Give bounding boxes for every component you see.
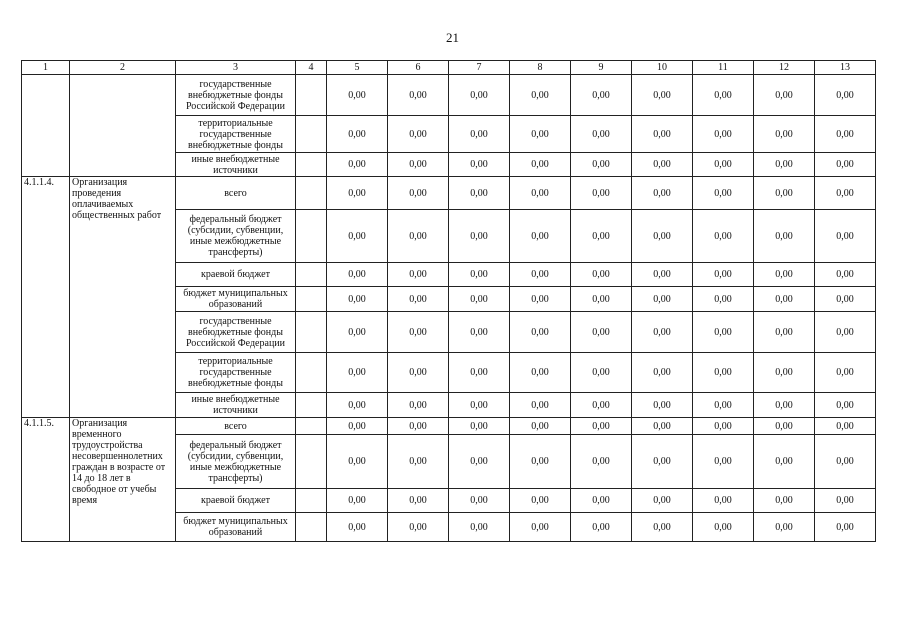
value-cell: 0,00 <box>693 489 754 513</box>
value-cell: 0,00 <box>327 263 388 287</box>
funding-source: иные внебюджетные источники <box>176 393 296 418</box>
value-cell: 0,00 <box>510 116 571 153</box>
activity-code: 4.1.1.4. <box>22 177 70 418</box>
value-cell: 0,00 <box>754 312 815 353</box>
value-cell: 0,00 <box>571 263 632 287</box>
value-cell: 0,00 <box>571 210 632 263</box>
value-cell: 0,00 <box>632 287 693 312</box>
column-header-10: 10 <box>632 61 693 75</box>
column-4-cell <box>296 116 327 153</box>
funding-source: федеральный бюджет (субсидии, субвенции, иные межбюджетные трансферты) <box>176 435 296 489</box>
column-4-cell <box>296 153 327 177</box>
value-cell: 0,00 <box>693 393 754 418</box>
funding-source: территориальные государственные внебюджетные фонды <box>176 353 296 393</box>
value-cell: 0,00 <box>632 312 693 353</box>
value-cell: 0,00 <box>815 177 876 210</box>
column-4-cell <box>296 263 327 287</box>
value-cell: 0,00 <box>327 116 388 153</box>
value-cell: 0,00 <box>754 353 815 393</box>
page-number: 21 <box>446 30 459 45</box>
value-cell: 0,00 <box>327 210 388 263</box>
value-cell: 0,00 <box>571 312 632 353</box>
table-row <box>22 177 876 210</box>
funding-source: бюджет муниципальных образований <box>176 513 296 542</box>
value-cell: 0,00 <box>327 513 388 542</box>
value-cell: 0,00 <box>815 312 876 353</box>
column-4-cell <box>296 418 327 435</box>
value-cell: 0,00 <box>510 513 571 542</box>
value-cell: 0,00 <box>510 153 571 177</box>
value-cell: 0,00 <box>754 153 815 177</box>
value-cell: 0,00 <box>815 393 876 418</box>
value-cell: 0,00 <box>388 353 449 393</box>
value-cell: 0,00 <box>754 116 815 153</box>
value-cell: 0,00 <box>815 418 876 435</box>
column-header-11: 11 <box>693 61 754 75</box>
column-header-5: 5 <box>327 61 388 75</box>
value-cell: 0,00 <box>449 116 510 153</box>
value-cell: 0,00 <box>388 435 449 489</box>
table-row <box>22 75 876 116</box>
value-cell: 0,00 <box>754 75 815 116</box>
value-cell: 0,00 <box>754 435 815 489</box>
value-cell: 0,00 <box>632 210 693 263</box>
activity-name: Организация временного трудоустройства несовершеннолетних граждан в возрасте от 14 до 18 лет в свободное от учебы время <box>70 418 176 542</box>
value-cell: 0,00 <box>449 513 510 542</box>
value-cell: 0,00 <box>510 435 571 489</box>
value-cell: 0,00 <box>388 513 449 542</box>
funding-source: бюджет муниципальных образований <box>176 287 296 312</box>
value-cell: 0,00 <box>510 263 571 287</box>
value-cell: 0,00 <box>754 263 815 287</box>
value-cell: 0,00 <box>754 177 815 210</box>
value-cell: 0,00 <box>449 263 510 287</box>
value-cell: 0,00 <box>327 489 388 513</box>
value-cell: 0,00 <box>449 435 510 489</box>
value-cell: 0,00 <box>449 312 510 353</box>
value-cell: 0,00 <box>449 489 510 513</box>
value-cell: 0,00 <box>693 312 754 353</box>
value-cell: 0,00 <box>388 263 449 287</box>
column-4-cell <box>296 177 327 210</box>
value-cell: 0,00 <box>510 353 571 393</box>
column-header-13: 13 <box>815 61 876 75</box>
column-header-3: 3 <box>176 61 296 75</box>
value-cell: 0,00 <box>693 75 754 116</box>
value-cell: 0,00 <box>815 513 876 542</box>
value-cell: 0,00 <box>510 312 571 353</box>
value-cell: 0,00 <box>449 353 510 393</box>
value-cell: 0,00 <box>449 287 510 312</box>
value-cell: 0,00 <box>571 393 632 418</box>
value-cell: 0,00 <box>388 153 449 177</box>
funding-source: государственные внебюджетные фонды Российской Федерации <box>176 312 296 353</box>
value-cell: 0,00 <box>327 393 388 418</box>
budget-table <box>21 60 876 542</box>
value-cell: 0,00 <box>571 75 632 116</box>
value-cell: 0,00 <box>510 75 571 116</box>
value-cell: 0,00 <box>327 353 388 393</box>
funding-source: иные внебюджетные источники <box>176 153 296 177</box>
table-body <box>22 75 876 542</box>
value-cell: 0,00 <box>632 489 693 513</box>
value-cell: 0,00 <box>754 513 815 542</box>
value-cell: 0,00 <box>632 418 693 435</box>
value-cell: 0,00 <box>754 393 815 418</box>
value-cell: 0,00 <box>327 177 388 210</box>
value-cell: 0,00 <box>571 418 632 435</box>
column-header-4: 4 <box>296 61 327 75</box>
value-cell: 0,00 <box>632 435 693 489</box>
value-cell: 0,00 <box>815 116 876 153</box>
value-cell: 0,00 <box>388 489 449 513</box>
value-cell: 0,00 <box>632 75 693 116</box>
value-cell: 0,00 <box>693 287 754 312</box>
value-cell: 0,00 <box>327 312 388 353</box>
funding-source: территориальные государственные внебюджетные фонды <box>176 116 296 153</box>
column-4-cell <box>296 312 327 353</box>
value-cell: 0,00 <box>449 418 510 435</box>
column-header-1: 1 <box>22 61 70 75</box>
value-cell: 0,00 <box>327 287 388 312</box>
value-cell: 0,00 <box>632 177 693 210</box>
value-cell: 0,00 <box>571 513 632 542</box>
column-4-cell <box>296 489 327 513</box>
value-cell: 0,00 <box>449 75 510 116</box>
value-cell: 0,00 <box>815 75 876 116</box>
funding-source: краевой бюджет <box>176 489 296 513</box>
value-cell: 0,00 <box>571 177 632 210</box>
funding-source: всего <box>176 418 296 435</box>
value-cell: 0,00 <box>815 210 876 263</box>
value-cell: 0,00 <box>388 177 449 210</box>
column-4-cell <box>296 287 327 312</box>
value-cell: 0,00 <box>632 116 693 153</box>
value-cell: 0,00 <box>815 489 876 513</box>
value-cell: 0,00 <box>388 210 449 263</box>
value-cell: 0,00 <box>815 153 876 177</box>
value-cell: 0,00 <box>815 435 876 489</box>
value-cell: 0,00 <box>815 353 876 393</box>
value-cell: 0,00 <box>693 513 754 542</box>
activity-name <box>70 75 176 177</box>
value-cell: 0,00 <box>754 210 815 263</box>
value-cell: 0,00 <box>571 116 632 153</box>
value-cell: 0,00 <box>510 418 571 435</box>
column-header-12: 12 <box>754 61 815 75</box>
value-cell: 0,00 <box>388 418 449 435</box>
value-cell: 0,00 <box>571 353 632 393</box>
value-cell: 0,00 <box>449 393 510 418</box>
funding-source: всего <box>176 177 296 210</box>
value-cell: 0,00 <box>571 489 632 513</box>
value-cell: 0,00 <box>388 312 449 353</box>
value-cell: 0,00 <box>388 287 449 312</box>
column-4-cell <box>296 353 327 393</box>
column-header-9: 9 <box>571 61 632 75</box>
column-4-cell <box>296 435 327 489</box>
activity-code: 4.1.1.5. <box>22 418 70 542</box>
value-cell: 0,00 <box>693 177 754 210</box>
funding-source: государственные внебюджетные фонды Российской Федерации <box>176 75 296 116</box>
funding-source: федеральный бюджет (субсидии, субвенции, иные межбюджетные трансферты) <box>176 210 296 263</box>
column-header-2: 2 <box>70 61 176 75</box>
column-4-cell <box>296 393 327 418</box>
activity-name: Организация проведения оплачиваемых общественных работ <box>70 177 176 418</box>
value-cell: 0,00 <box>632 353 693 393</box>
value-cell: 0,00 <box>327 418 388 435</box>
column-4-cell <box>296 513 327 542</box>
value-cell: 0,00 <box>388 393 449 418</box>
value-cell: 0,00 <box>327 153 388 177</box>
table-row <box>22 418 876 435</box>
value-cell: 0,00 <box>693 435 754 489</box>
funding-source: краевой бюджет <box>176 263 296 287</box>
column-header-6: 6 <box>388 61 449 75</box>
value-cell: 0,00 <box>693 263 754 287</box>
column-header-8: 8 <box>510 61 571 75</box>
value-cell: 0,00 <box>632 263 693 287</box>
value-cell: 0,00 <box>693 210 754 263</box>
value-cell: 0,00 <box>388 116 449 153</box>
value-cell: 0,00 <box>754 489 815 513</box>
activity-code <box>22 75 70 177</box>
column-header-7: 7 <box>449 61 510 75</box>
value-cell: 0,00 <box>449 177 510 210</box>
value-cell: 0,00 <box>510 287 571 312</box>
value-cell: 0,00 <box>693 153 754 177</box>
value-cell: 0,00 <box>815 287 876 312</box>
value-cell: 0,00 <box>327 75 388 116</box>
value-cell: 0,00 <box>632 393 693 418</box>
value-cell: 0,00 <box>449 210 510 263</box>
value-cell: 0,00 <box>510 177 571 210</box>
column-4-cell <box>296 75 327 116</box>
value-cell: 0,00 <box>754 418 815 435</box>
value-cell: 0,00 <box>327 435 388 489</box>
value-cell: 0,00 <box>754 287 815 312</box>
value-cell: 0,00 <box>510 210 571 263</box>
value-cell: 0,00 <box>510 489 571 513</box>
value-cell: 0,00 <box>693 353 754 393</box>
value-cell: 0,00 <box>693 418 754 435</box>
value-cell: 0,00 <box>388 75 449 116</box>
value-cell: 0,00 <box>571 287 632 312</box>
column-4-cell <box>296 210 327 263</box>
value-cell: 0,00 <box>632 513 693 542</box>
value-cell: 0,00 <box>632 153 693 177</box>
value-cell: 0,00 <box>815 263 876 287</box>
value-cell: 0,00 <box>510 393 571 418</box>
value-cell: 0,00 <box>693 116 754 153</box>
value-cell: 0,00 <box>571 435 632 489</box>
header-row <box>22 61 876 75</box>
value-cell: 0,00 <box>571 153 632 177</box>
value-cell: 0,00 <box>449 153 510 177</box>
